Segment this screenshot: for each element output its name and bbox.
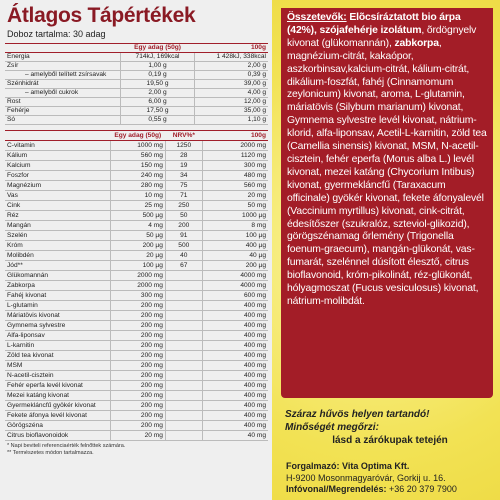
nrv-value: 28: [165, 151, 202, 161]
nutrient-name: Glükomannán: [5, 271, 110, 281]
table-row: [5, 201, 268, 211]
per-100g-value: 480 mg: [202, 171, 268, 181]
micronutrient-table: [5, 130, 268, 441]
per-serving-value: 1000 mg: [110, 141, 165, 151]
nutrient-name: Mangán: [5, 221, 110, 231]
table-row: [5, 411, 268, 421]
nrv-value: [165, 311, 202, 321]
micro-col3-header: 100g: [202, 131, 268, 141]
per-serving-value: 200 mg: [110, 301, 165, 311]
per-100g-value: 1120 mg: [202, 151, 268, 161]
nrv-value: [165, 301, 202, 311]
table-row: [5, 221, 268, 231]
nutrient-name: Energia: [5, 53, 121, 62]
per-serving-value: 20 µg: [110, 251, 165, 261]
per-serving-value: 200 mg: [110, 421, 165, 431]
nutrient-name: Zabkorpa: [5, 281, 110, 291]
table-row: [5, 98, 268, 107]
footnote-natural: ** Természetes módon tartalmazza.: [7, 450, 94, 456]
per-serving-value: 240 mg: [110, 171, 165, 181]
per-100g-value: 40 µg: [202, 251, 268, 261]
per-100g-value: 400 mg: [202, 321, 268, 331]
per-serving-value: 200 mg: [110, 361, 165, 371]
per-100g-value: 400 mg: [202, 411, 268, 421]
nutrient-name: Magnézium: [5, 181, 110, 191]
best-before-location: lásd a zárókupak tetején: [332, 435, 448, 446]
micro-col2-header: NRV%*: [165, 131, 202, 141]
nrv-value: [165, 431, 202, 441]
info-line-phone: +36 20 379 7900: [386, 484, 457, 494]
per-100g-value: 600 mg: [202, 291, 268, 301]
per-100g-value: 400 mg: [202, 301, 268, 311]
nrv-value: 67: [165, 261, 202, 271]
per-100g-value: 200 µg: [202, 261, 268, 271]
per-100g-value: 300 mg: [202, 161, 268, 171]
per-100g-value: 400 mg: [202, 361, 268, 371]
per-serving-value: 20 mg: [110, 431, 165, 441]
per-100g-value: 2,00 g: [194, 62, 268, 71]
nutrient-name: Máriatövis kivonat: [5, 311, 110, 321]
nrv-value: [165, 381, 202, 391]
nutrient-name: Jód**: [5, 261, 110, 271]
per-serving-value: 200 mg: [110, 411, 165, 421]
nrv-value: 71: [165, 191, 202, 201]
nrv-value: 250: [165, 201, 202, 211]
nrv-value: [165, 281, 202, 291]
nrv-value: 200: [165, 221, 202, 231]
per-100g-value: 400 mg: [202, 351, 268, 361]
per-serving-value: 0,19 g: [121, 71, 195, 80]
nrv-value: [165, 401, 202, 411]
per-100g-value: 8 mg: [202, 221, 268, 231]
energy-col1-header: Egy adag (50g): [121, 44, 195, 53]
nutrient-name: N-acetil-cisztein: [5, 371, 110, 381]
nrv-value: 34: [165, 171, 202, 181]
per-serving-value: 200 mg: [110, 341, 165, 351]
nrv-value: [165, 291, 202, 301]
table-row: [5, 116, 268, 125]
nrv-value: [165, 421, 202, 431]
nrv-value: [165, 411, 202, 421]
nutrient-name: Rost: [5, 98, 121, 107]
table-row: [5, 431, 268, 441]
nutrient-name: Fehérje: [5, 107, 121, 116]
per-100g-value: 400 mg: [202, 401, 268, 411]
table-row: [5, 381, 268, 391]
footnote-nrv: * Napi beviteli referenciaérték felnőttek számára.: [7, 443, 126, 449]
table-row: [5, 171, 268, 181]
table-row: [5, 301, 268, 311]
table-row: [5, 191, 268, 201]
per-serving-value: 0,55 g: [121, 116, 195, 125]
ingredients-text: [287, 12, 487, 309]
nutrient-name: Molibdén: [5, 251, 110, 261]
nrv-value: 50: [165, 211, 202, 221]
nutrient-name: Króm: [5, 241, 110, 251]
per-100g-value: 400 mg: [202, 331, 268, 341]
nutrient-name: Cink: [5, 201, 110, 211]
nrv-value: [165, 331, 202, 341]
package-content: Doboz tartalma: 30 adag: [7, 29, 106, 39]
table-row: [5, 361, 268, 371]
nutrient-name: Foszfor: [5, 171, 110, 181]
nutrient-name: – amelyből telített zsírsavak: [5, 71, 121, 80]
per-serving-value: 6,00 g: [121, 98, 195, 107]
ingredients-panel: [281, 8, 493, 398]
per-100g-value: 1,10 g: [194, 116, 268, 125]
per-100g-value: 1000 µg: [202, 211, 268, 221]
table-row: [5, 351, 268, 361]
table-row: [5, 261, 268, 271]
per-100g-value: 20 mg: [202, 191, 268, 201]
nrv-value: [165, 321, 202, 331]
ingredients-segment: , õrdögnyelv kivonat (glükomannán),: [287, 24, 477, 49]
table-row: [5, 89, 268, 98]
table-row: [5, 371, 268, 381]
nutrient-name: Citrus bioflavonoidok: [5, 431, 110, 441]
per-serving-value: 10 mg: [110, 191, 165, 201]
energy-header-row: [5, 44, 268, 53]
per-serving-value: 200 mg: [110, 391, 165, 401]
nutrient-name: Alfa-liponsav: [5, 331, 110, 341]
nutrient-name: Zöld tea kivonat: [5, 351, 110, 361]
storage-instruction: Száraz hűvös helyen tartandó!: [285, 409, 430, 420]
nutrient-name: C-vitamin: [5, 141, 110, 151]
nutrient-name: Fekete áfonya levél kivonat: [5, 411, 110, 421]
nutrient-name: Görögszéna: [5, 421, 110, 431]
nutrient-name: L-karnitin: [5, 341, 110, 351]
nrv-value: [165, 271, 202, 281]
per-serving-value: 4 mg: [110, 221, 165, 231]
nrv-value: 19: [165, 161, 202, 171]
per-100g-value: 50 mg: [202, 201, 268, 211]
per-serving-value: 280 mg: [110, 181, 165, 191]
per-100g-value: 400 mg: [202, 311, 268, 321]
nutrient-name: L-glutamin: [5, 301, 110, 311]
per-100g-value: 560 mg: [202, 181, 268, 191]
nutrient-name: Kálium: [5, 151, 110, 161]
table-row: [5, 71, 268, 80]
per-serving-value: 2000 mg: [110, 271, 165, 281]
per-100g-value: 4,00 g: [194, 89, 268, 98]
nrv-value: 91: [165, 231, 202, 241]
table-row: [5, 291, 268, 301]
nutrient-name: Zsír: [5, 62, 121, 71]
ingredients-segment: , magnézium-citrát, kakaópor, aszkorbinsav,kalcium-citrát, kálium-citrát, dikálium-foszfát, fahéj (Cinnamomum zeylonicum) kivonat, aroma, L-glutamin, máriatövis (Silybum marianum) kivonat, Gymnema sylvestre levél kivonat, nátrium-klorid, alfa-liponsav, Acetil-L-karnitin, zöld tea (Camellia sinensis) kivonat, MSM, N-acetil-cisztein, fehér eperfa (Morus alba L.) levél kivonat, mezei katáng (Chycorium Intibus) kivonat, gyermekláncfű (Taraxacum officinale) gyökér kivonat, fekete áfonyalevél (Vaccinium myrtillus) kivonat, cink-citrát, édesítőszer (szukralóz, szteviol-glikozid), görögszénamag őrlemény (Trigonella foenum-graecum), mangán-glükonát, vas-fumarát, szelénnel dúsított élesztő, citrus bioflavonoid, króm-pikolinát, réz-glükonát, hólyagmoszat (Fucus vesiculosus) kivonat, nátrium-molibdát.: [287, 37, 487, 307]
per-100g-value: 4000 mg: [202, 281, 268, 291]
nrv-value: [165, 341, 202, 351]
table-row: [5, 251, 268, 261]
per-serving-value: 560 mg: [110, 151, 165, 161]
nutrient-name: Réz: [5, 211, 110, 221]
nrv-value: 1250: [165, 141, 202, 151]
nrv-value: [165, 391, 202, 401]
nutrient-name: Gymnema sylvestre: [5, 321, 110, 331]
table-row: [5, 391, 268, 401]
ingredients-segment: zabkorpa: [394, 37, 439, 49]
per-serving-value: 300 mg: [110, 291, 165, 301]
per-serving-value: 200 mg: [110, 381, 165, 391]
nutrient-name: Mezei katáng kivonat: [5, 391, 110, 401]
table-row: [5, 331, 268, 341]
table-row: [5, 311, 268, 321]
nrv-value: [165, 371, 202, 381]
per-serving-value: 200 mg: [110, 401, 165, 411]
table-row: [5, 271, 268, 281]
distributor-address: H-9200 Mosonmagyaróvár, Gorkij u. 16.: [286, 472, 446, 483]
table-row: [5, 281, 268, 291]
per-100g-value: 39,00 g: [194, 80, 268, 89]
per-serving-value: 25 mg: [110, 201, 165, 211]
nutrient-name: Gyermekláncfű gyökér kivonat: [5, 401, 110, 411]
table-row: [5, 181, 268, 191]
per-serving-value: 200 mg: [110, 351, 165, 361]
nrv-value: 500: [165, 241, 202, 251]
per-serving-value: 500 µg: [110, 211, 165, 221]
nrv-value: [165, 351, 202, 361]
per-serving-value: 50 µg: [110, 231, 165, 241]
micro-header-row: [5, 131, 268, 141]
nutrient-name: – amelyből cukrok: [5, 89, 121, 98]
per-serving-value: 100 µg: [110, 261, 165, 271]
table-row: [5, 211, 268, 221]
per-serving-value: 200 mg: [110, 331, 165, 341]
per-serving-value: 714kJ, 169kcal: [121, 53, 195, 62]
per-100g-value: 400 mg: [202, 391, 268, 401]
nutrient-name: Kalcium: [5, 161, 110, 171]
per-serving-value: 200 mg: [110, 371, 165, 381]
nutrient-name: Szelén: [5, 231, 110, 241]
nutrient-name: Vas: [5, 191, 110, 201]
distributor-name: Forgalmazó: Vita Optima Kft.: [286, 461, 410, 471]
table-row: [5, 421, 268, 431]
table-row: [5, 107, 268, 116]
per-100g-value: 2000 mg: [202, 141, 268, 151]
per-100g-value: 0,39 g: [194, 71, 268, 80]
per-100g-value: 400 mg: [202, 381, 268, 391]
micro-col1-header: Egy adag (50g): [110, 131, 165, 141]
table-row: [5, 321, 268, 331]
per-serving-value: 200 mg: [110, 321, 165, 331]
per-serving-value: 200 µg: [110, 241, 165, 251]
energy-col2-header: 100g: [194, 44, 268, 53]
nutrient-name: Só: [5, 116, 121, 125]
info-line: [286, 484, 496, 496]
nutrient-name: Fahéj kivonat: [5, 291, 110, 301]
table-row: [5, 80, 268, 89]
energy-table: [5, 43, 268, 125]
per-100g-value: 12,00 g: [194, 98, 268, 107]
ingredients-label: Összetevők:: [287, 12, 347, 23]
info-line-label: Infóvonal/Megrendelés:: [286, 484, 387, 494]
table-row: [5, 231, 268, 241]
per-100g-value: 400 mg: [202, 341, 268, 351]
per-serving-value: 150 mg: [110, 161, 165, 171]
table-row: [5, 401, 268, 411]
per-serving-value: 2,00 g: [121, 89, 195, 98]
table-row: [5, 53, 268, 62]
per-100g-value: 4000 mg: [202, 271, 268, 281]
table-row: [5, 241, 268, 251]
nutrition-title: Átlagos Tápértékek: [7, 4, 196, 27]
nutrient-name: MSM: [5, 361, 110, 371]
per-100g-value: 100 µg: [202, 231, 268, 241]
best-before-label: Minőségét megőrzi:: [285, 422, 379, 433]
nrv-value: 75: [165, 181, 202, 191]
ingredients-segment: Elõcsíráztatott bio árpa (42%), szójafehérje izolátum: [287, 12, 461, 36]
per-serving-value: 2000 mg: [110, 281, 165, 291]
table-row: [5, 151, 268, 161]
per-100g-value: 400 µg: [202, 241, 268, 251]
nutrient-name: Fehér eperfa levél kivonat: [5, 381, 110, 391]
per-serving-value: 19,50 g: [121, 80, 195, 89]
storage-info: [285, 408, 495, 447]
nutrient-name: Szénhidrát: [5, 80, 121, 89]
nrv-value: [165, 361, 202, 371]
distributor-info: [286, 461, 496, 496]
table-row: [5, 141, 268, 151]
per-serving-value: 1,00 g: [121, 62, 195, 71]
nrv-value: 40: [165, 251, 202, 261]
per-serving-value: 200 mg: [110, 311, 165, 321]
per-100g-value: 400 mg: [202, 371, 268, 381]
per-serving-value: 17,50 g: [121, 107, 195, 116]
per-100g-value: 35,00 g: [194, 107, 268, 116]
table-row: [5, 341, 268, 351]
table-row: [5, 161, 268, 171]
per-100g-value: 1 428kJ, 338kcal: [194, 53, 268, 62]
table-row: [5, 62, 268, 71]
per-100g-value: 40 mg: [202, 431, 268, 441]
per-100g-value: 400 mg: [202, 421, 268, 431]
